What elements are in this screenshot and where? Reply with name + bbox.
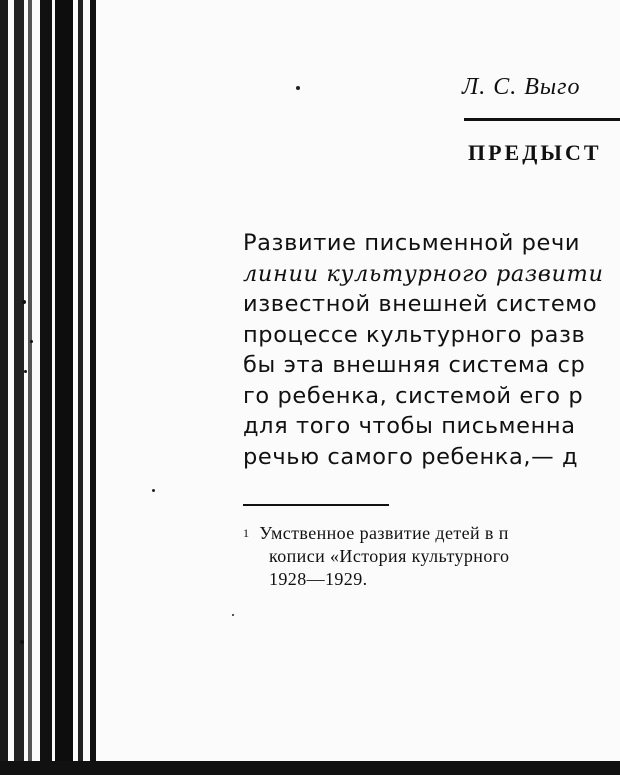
footnote [243, 522, 620, 591]
footnote-rule [243, 504, 389, 506]
scan-speck [152, 489, 155, 492]
scan-speck [232, 614, 234, 616]
section-title: ПРЕДЫСТ [468, 140, 602, 165]
body-line: бы эта внешняя система ср [243, 352, 586, 378]
header-rule [464, 118, 620, 121]
body-line: известной внешней системо [243, 291, 598, 317]
body-line: Развитие письменной речи [243, 230, 581, 256]
footnote-line [243, 522, 620, 545]
body-line: процессе культурного разв [243, 321, 586, 348]
footnote-line: кописи «История культурного [269, 546, 510, 566]
body-line: линии культурного развити [243, 260, 604, 287]
footnote-text: Умственное развитие детей в п [259, 523, 509, 543]
scan-speck [296, 86, 300, 90]
running-head-author: Л. С. Выго [462, 74, 581, 100]
body-line: го ребенка, системой его р [243, 382, 584, 409]
footnote-line: 1928—1929. [269, 569, 368, 589]
body-paragraph [243, 228, 620, 472]
body-line: для того чтобы письменна [243, 413, 576, 439]
scan-gutter-edge [0, 0, 100, 775]
footnote-mark: 1 [243, 526, 250, 540]
body-line: речью самого ребенка,— д [243, 443, 579, 470]
scan-bottom-edge [0, 761, 620, 775]
